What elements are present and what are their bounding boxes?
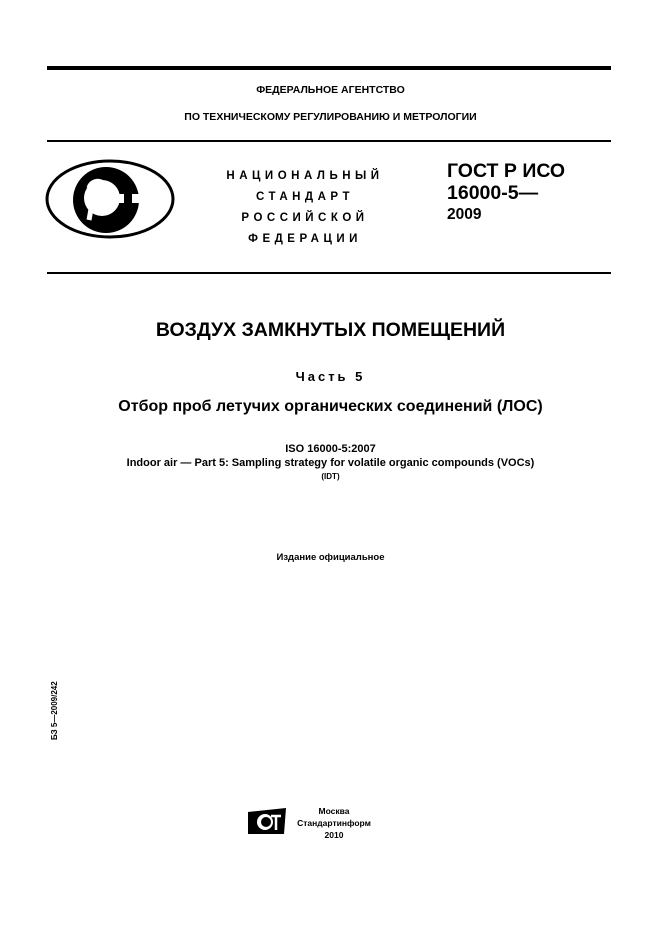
national-line: СТАНДАРТ xyxy=(256,191,354,203)
iso-number: ISO 16000-5:2007 xyxy=(285,443,376,455)
agency-line1: ФЕДЕРАЛЬНОЕ АГЕНТСТВО xyxy=(256,84,405,96)
edition-label: Издание официальное xyxy=(276,552,385,563)
mid-rule xyxy=(47,272,611,274)
rst-logo-icon xyxy=(44,158,176,240)
national-line: РОССИЙСКОЙ xyxy=(241,212,369,224)
side-code: БЗ 5—2009/242 xyxy=(50,681,59,740)
gost-year: 2009 xyxy=(447,206,482,223)
gost-designation xyxy=(447,160,565,226)
publisher-city: Москва xyxy=(318,806,350,816)
gost-line2: 16000-5— xyxy=(447,182,539,204)
national-line: НАЦИОНАЛЬНЫЙ xyxy=(226,170,384,182)
top-rule xyxy=(47,66,611,70)
header-rule xyxy=(47,140,611,142)
part-label: Часть 5 xyxy=(295,369,366,384)
agency-line2: ПО ТЕХНИЧЕСКОМУ РЕГУЛИРОВАНИЮ И МЕТРОЛОГИИ xyxy=(184,111,477,123)
national-standard-label xyxy=(200,166,410,250)
iso-title: Indoor air — Part 5: Sampling strategy for volatile organic compounds (VOCs) xyxy=(126,457,535,469)
publisher-info xyxy=(295,805,373,841)
document-subtitle: Отбор проб летучих органических соединений (ЛОС) xyxy=(118,398,543,415)
gost-line1: ГОСТ Р ИСО xyxy=(447,160,566,182)
publisher-year: 2010 xyxy=(324,830,344,840)
standartinform-logo-icon xyxy=(247,806,287,836)
document-title: ВОЗДУХ ЗАМКНУТЫХ ПОМЕЩЕНИЙ xyxy=(155,319,506,341)
national-line: ФЕДЕРАЦИИ xyxy=(248,233,362,245)
publisher-name: Стандартинформ xyxy=(297,818,371,828)
idt-label: (IDT) xyxy=(321,472,340,481)
